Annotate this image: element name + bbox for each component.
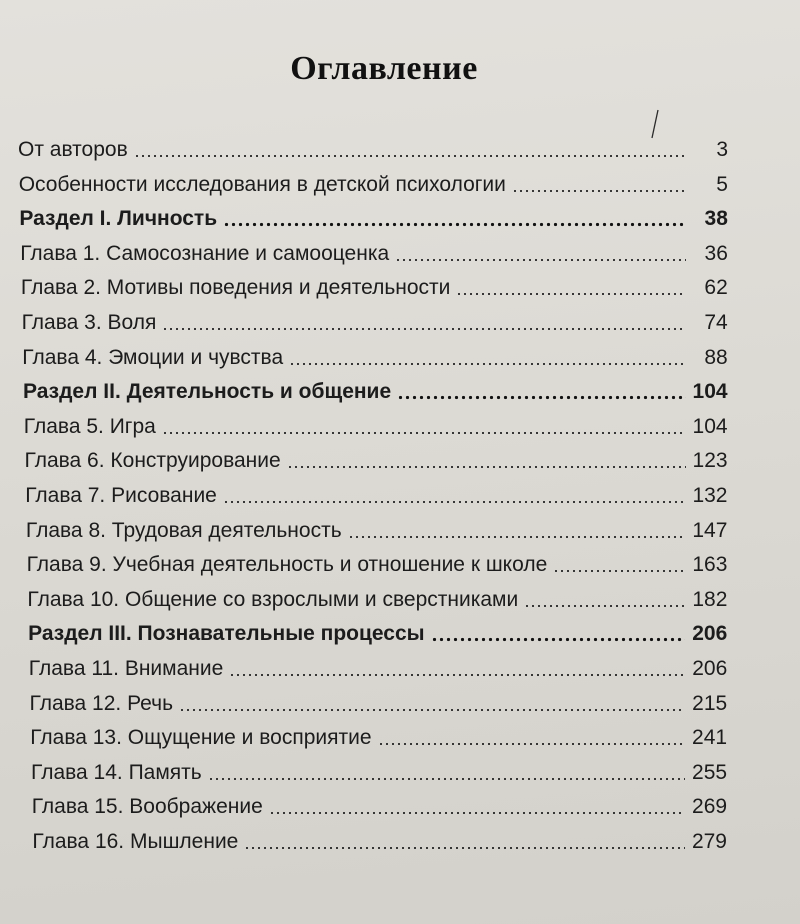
toc-chapter-row bbox=[26, 513, 728, 543]
toc-entry-title: Глава 7. Рисование bbox=[25, 484, 217, 507]
dot-leader bbox=[289, 362, 686, 366]
toc-entry-title: Глава 4. Эмоции и чувства bbox=[22, 345, 284, 369]
toc-page-number: 182 bbox=[692, 587, 728, 611]
dot-leader bbox=[395, 258, 686, 262]
toc-chapter-row bbox=[18, 132, 728, 162]
dot-leader bbox=[134, 154, 686, 158]
toc-entry-title: Глава 14. Память bbox=[31, 760, 202, 784]
toc-entry-title: Глава 12. Речь bbox=[29, 691, 174, 715]
dot-leader bbox=[208, 777, 685, 781]
dot-leader bbox=[348, 535, 686, 539]
toc-page-number: 38 bbox=[704, 207, 728, 231]
toc-entry-title: Глава 5. Игра bbox=[23, 414, 156, 438]
toc-entry-title: Глава 16. Мышление bbox=[32, 830, 239, 853]
toc-entry-title: Глава 15. Воображение bbox=[31, 795, 263, 819]
toc-entry-title: Глава 6. Конструирование bbox=[24, 449, 281, 473]
dot-leader bbox=[431, 637, 686, 642]
toc-chapter-row bbox=[24, 409, 728, 439]
dot-leader bbox=[162, 327, 685, 331]
toc-entry-title: Глава 10. Общение со взрослыми и сверстниками bbox=[27, 587, 519, 611]
toc-entry-title: Глава 11. Внимание bbox=[28, 657, 224, 680]
toc-chapter-row bbox=[31, 755, 727, 785]
toc-entry-title: Раздел III. Познавательные процессы bbox=[28, 622, 425, 646]
toc-page-number: 104 bbox=[692, 414, 728, 438]
toc-entry-title: Особенности исследования в детской психологии bbox=[18, 172, 506, 196]
toc-chapter-row bbox=[25, 478, 727, 508]
dot-leader bbox=[512, 189, 686, 193]
dot-leader bbox=[162, 431, 686, 435]
toc-page-number: 104 bbox=[692, 380, 728, 404]
toc-chapter-row bbox=[25, 443, 728, 473]
toc-chapter-row bbox=[27, 582, 727, 612]
toc-entry-title: Глава 1. Самосознание и самооценка bbox=[20, 241, 390, 265]
dot-leader bbox=[244, 846, 685, 850]
dot-leader bbox=[456, 292, 685, 296]
toc-entry-title: Глава 13. Ощущение и восприятие bbox=[30, 726, 372, 750]
toc-page-number: 147 bbox=[692, 518, 728, 542]
toc-entry-title: Раздел I. Личность bbox=[19, 207, 218, 231]
dot-leader bbox=[287, 465, 686, 469]
toc-page-number: 36 bbox=[704, 241, 728, 265]
toc-page-number: 241 bbox=[692, 726, 728, 750]
dot-leader bbox=[229, 673, 685, 677]
toc-chapter-row bbox=[21, 270, 728, 300]
toc-chapter-row bbox=[27, 547, 728, 577]
page-title: Оглавление bbox=[290, 50, 478, 87]
dot-leader bbox=[269, 811, 685, 815]
toc-chapter-row bbox=[22, 305, 728, 335]
toc-chapter-row bbox=[32, 824, 727, 854]
toc-page-number: 3 bbox=[716, 138, 728, 161]
dot-leader bbox=[179, 708, 685, 712]
toc-section-row bbox=[23, 374, 728, 404]
toc-entry-title: Глава 8. Трудовая деятельность bbox=[25, 518, 342, 542]
toc-chapter-row bbox=[22, 340, 727, 370]
toc-entry-title: От авторов bbox=[18, 138, 128, 161]
toc-page-number: 206 bbox=[692, 622, 728, 646]
toc-page-number: 88 bbox=[704, 345, 728, 369]
dot-leader bbox=[223, 222, 686, 227]
toc-page-number: 279 bbox=[691, 830, 727, 853]
toc-chapter-row bbox=[30, 720, 727, 750]
toc-entry-title: Глава 9. Учебная деятельность и отношение к школе bbox=[26, 553, 548, 577]
toc-chapter-row bbox=[32, 789, 727, 819]
toc-page-number: 74 bbox=[704, 311, 728, 334]
toc-page-number: 255 bbox=[692, 760, 728, 784]
toc-page-number: 206 bbox=[692, 657, 728, 680]
toc-page-number: 215 bbox=[692, 691, 728, 715]
toc-chapter-row bbox=[19, 167, 728, 197]
toc-page-number: 62 bbox=[704, 276, 728, 300]
toc-entry-title: Глава 3. Воля bbox=[21, 311, 157, 334]
toc-page-number: 123 bbox=[692, 449, 728, 473]
toc-chapter-row bbox=[30, 686, 728, 716]
dot-leader bbox=[524, 604, 685, 608]
toc-page-number: 163 bbox=[692, 553, 728, 577]
toc-entry-title: Раздел II. Деятельность и общение bbox=[23, 380, 392, 404]
toc-chapter-row bbox=[20, 236, 728, 266]
toc-page-number: 5 bbox=[716, 172, 728, 196]
dot-leader bbox=[223, 500, 686, 504]
dot-leader bbox=[553, 569, 685, 573]
dot-leader bbox=[378, 742, 686, 746]
toc-page-number: 132 bbox=[692, 484, 728, 507]
toc-entry-title: Глава 2. Мотивы поведения и деятельности bbox=[20, 276, 451, 300]
dot-leader bbox=[397, 395, 685, 400]
toc-section-row bbox=[19, 201, 728, 231]
toc-page-number: 269 bbox=[692, 795, 728, 819]
toc-section-row bbox=[28, 616, 727, 646]
toc-chapter-row bbox=[29, 651, 728, 681]
